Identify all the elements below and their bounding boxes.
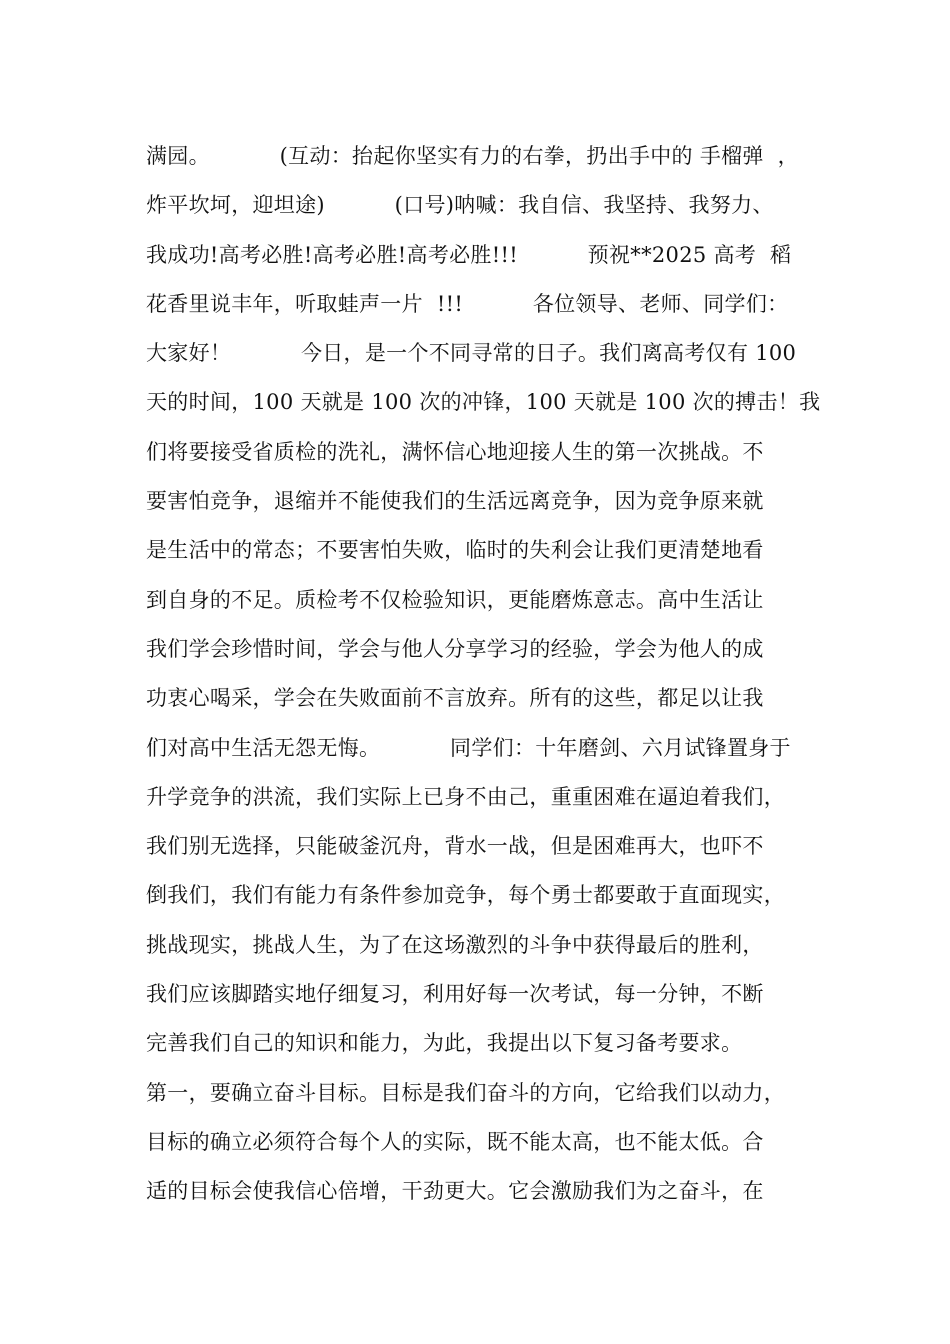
text-line: 们将要接受省质检的洗礼，满怀信心地迎接人生的第一次挑战。不 bbox=[146, 439, 764, 464]
text-line: 炸平坎坷，迎坦途) (口号)呐喊：我自信、我坚持、我努力、 bbox=[146, 193, 774, 218]
text-line: 花香里说丰年，听取蛙声一片 !!! 各位领导、老师、同学们： bbox=[146, 291, 789, 316]
text-line: 是生活中的常态；不要害怕失败，临时的失利会让我们更清楚地看 bbox=[146, 538, 764, 563]
text-line: 我们应该脚踏实地仔细复习，利用好每一次考试，每一分钟，不断 bbox=[146, 982, 764, 1007]
text-line: 到自身的不足。质检考不仅检验知识，更能磨炼意志。高中生活让 bbox=[146, 587, 764, 612]
text-line: 第一，要确立奋斗目标。目标是我们奋斗的方向，它给我们以动力， bbox=[146, 1080, 785, 1105]
text-line: 天的时间，100 天就是 100 次的冲锋，100 天就是 100 次的搏击！我 bbox=[146, 390, 821, 415]
text-line: 们对高中生活无怨无悔。 同学们：十年磨剑、六月试锋置身于 bbox=[146, 735, 791, 760]
text-line: 我们学会珍惜时间，学会与他人分享学习的经验，学会为他人的成 bbox=[146, 636, 764, 661]
text-line: 功衷心喝采，学会在失败面前不言放弃。所有的这些，都足以让我 bbox=[146, 686, 764, 711]
text-line: 完善我们自己的知识和能力，为此，我提出以下复习备考要求。 bbox=[146, 1031, 743, 1056]
text-line: 要害怕竞争，退缩并不能使我们的生活远离竞争，因为竞争原来就 bbox=[146, 489, 764, 514]
text-line: 挑战现实，挑战人生，为了在这场激烈的斗争中获得最后的胜利， bbox=[146, 932, 764, 957]
text-line: 我成功!高考必胜!高考必胜!高考必胜!!! 预祝**2025 高考 稻 bbox=[146, 242, 792, 267]
text-line: 目标的确立必须符合每个人的实际，既不能太高，也不能太低。合 bbox=[146, 1129, 764, 1154]
text-line: 大家好！ 今日，是一个不同寻常的日子。我们离高考仅有 100 bbox=[146, 341, 797, 366]
text-line: 升学竞争的洪流，我们实际上已身不由己，重重困难在逼迫着我们， bbox=[146, 784, 785, 809]
text-line: 满园。 (互动：抬起你坚实有力的右拳，扔出手中的 手榴弹 ， bbox=[146, 144, 799, 168]
body-text bbox=[146, 132, 846, 1217]
text-line: 适的目标会使我信心倍增，干劲更大。它会激励我们为之奋斗，在 bbox=[146, 1179, 764, 1204]
text-line: 我们别无选择，只能破釜沉舟，背水一战，但是困难再大，也吓不 bbox=[146, 834, 764, 859]
text-line: 倒我们，我们有能力有条件参加竞争，每个勇士都要敢于直面现实， bbox=[146, 883, 785, 908]
